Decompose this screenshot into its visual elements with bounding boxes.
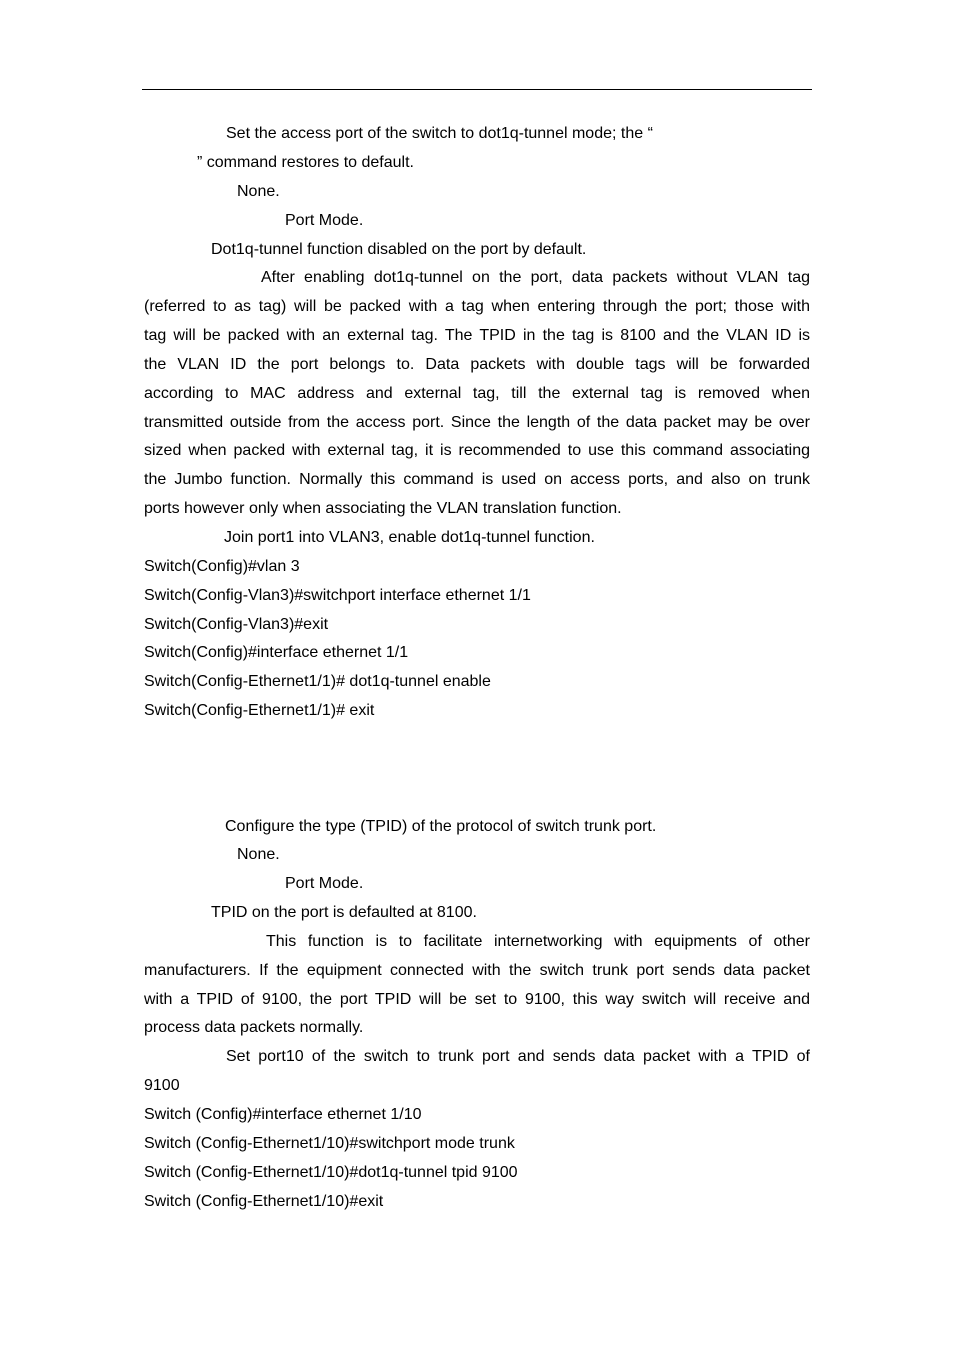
s1-function-line2: ” command restores to default. bbox=[197, 154, 414, 171]
s1-example-desc: Join port1 into VLAN3, enable dot1q-tunnel function. bbox=[224, 529, 595, 546]
s1-usage-line: the Jumbo function. Normally this command is used on access ports, and also on trunk bbox=[144, 471, 810, 488]
s1-usage-line: sized when packed with external tag, it is recommended to use this command associating bbox=[144, 442, 810, 459]
s2-usage-line: manufacturers. If the equipment connected with the switch trunk port sends data packet bbox=[144, 962, 810, 979]
s2-default: TPID on the port is defaulted at 8100. bbox=[211, 904, 477, 921]
s1-code-line: Switch(Config-Vlan3)#switchport interface ethernet 1/1 bbox=[144, 587, 531, 604]
s2-function: Configure the type (TPID) of the protocol of switch trunk port. bbox=[225, 818, 657, 835]
s2-command-mode: Port Mode. bbox=[285, 875, 364, 892]
s1-usage-line: ports however only when associating the VLAN translation function. bbox=[144, 500, 622, 517]
s1-function-line1: Set the access port of the switch to dot1q-tunnel mode; the “ bbox=[226, 125, 653, 142]
s1-usage-line: transmitted outside from the access port. Since the length of the data packet may be over bbox=[144, 414, 810, 431]
s1-usage-line: After enabling dot1q-tunnel on the port, data packets without VLAN tag bbox=[261, 269, 810, 286]
s1-code-line: Switch(Config-Ethernet1/1)# exit bbox=[144, 702, 375, 719]
s2-code-line: Switch (Config)#interface ethernet 1/10 bbox=[144, 1106, 422, 1123]
s2-usage-line: This function is to facilitate internetworking with equipments of other bbox=[266, 933, 810, 950]
s1-code-line: Switch(Config)#interface ethernet 1/1 bbox=[144, 644, 409, 661]
s2-parameter: None. bbox=[237, 846, 280, 863]
s1-usage-line: (referred to as tag) will be packed with a tag when entering through the port; those with bbox=[144, 298, 810, 315]
s2-example-line: 9100 bbox=[144, 1077, 180, 1094]
s1-usage-line: the VLAN ID the port belongs to. Data packets with double tags will be forwarded bbox=[144, 356, 810, 373]
s2-code-line: Switch (Config-Ethernet1/10)#dot1q-tunnel tpid 9100 bbox=[144, 1164, 518, 1181]
s1-code-line: Switch(Config)#vlan 3 bbox=[144, 558, 300, 575]
s1-code-line: Switch(Config-Ethernet1/1)# dot1q-tunnel enable bbox=[144, 673, 491, 690]
s2-usage-line: with a TPID of 9100, the port TPID will be set to 9100, this way switch will receive and bbox=[144, 991, 810, 1008]
s1-parameter: None. bbox=[237, 183, 280, 200]
s1-command-mode: Port Mode. bbox=[285, 212, 364, 229]
s1-usage-line: tag will be packed with an external tag. The TPID in the tag is 8100 and the VLAN ID is bbox=[144, 327, 810, 344]
s1-default: Dot1q-tunnel function disabled on the port by default. bbox=[211, 241, 587, 258]
s2-example-line: Set port10 of the switch to trunk port and sends data packet with a TPID of bbox=[226, 1048, 810, 1065]
s2-usage-line: process data packets normally. bbox=[144, 1019, 364, 1036]
s1-code-line: Switch(Config-Vlan3)#exit bbox=[144, 616, 329, 633]
s2-code-line: Switch (Config-Ethernet1/10)#exit bbox=[144, 1193, 384, 1210]
header-rule bbox=[142, 89, 812, 90]
s1-usage-line: according to MAC address and external tag, till the external tag is removed when bbox=[144, 385, 810, 402]
s2-code-line: Switch (Config-Ethernet1/10)#switchport mode trunk bbox=[144, 1135, 515, 1152]
